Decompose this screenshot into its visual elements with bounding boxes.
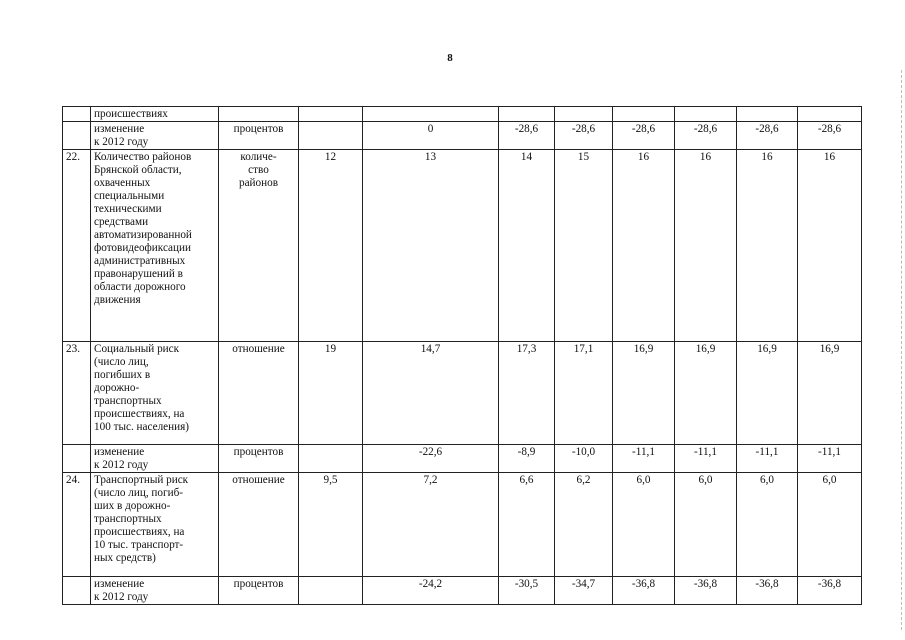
value-cell: 16,9 bbox=[613, 342, 675, 445]
value-cell bbox=[555, 107, 613, 122]
row-number bbox=[63, 107, 91, 122]
table-row bbox=[63, 473, 862, 577]
indicator-name bbox=[91, 473, 219, 577]
indicator-name bbox=[91, 150, 219, 342]
row-number bbox=[63, 577, 91, 605]
value-cell: 14,7 bbox=[363, 342, 499, 445]
indicator-name-line: Социальный риск bbox=[94, 343, 180, 355]
indicator-name-line: 10 тыс. транспорт- bbox=[94, 539, 184, 551]
indicator-name-line: к 2012 году bbox=[94, 136, 149, 148]
value-cell: 19 bbox=[299, 342, 363, 445]
indicator-name-line: погибших в bbox=[94, 369, 151, 381]
row-number bbox=[63, 122, 91, 150]
scan-edge bbox=[900, 70, 902, 630]
unit-cell bbox=[219, 473, 299, 577]
value-cell: 0 bbox=[363, 122, 499, 150]
value-cell: 6,0 bbox=[737, 473, 798, 577]
value-cell: -28,6 bbox=[798, 122, 862, 150]
indicator-name-line: к 2012 году bbox=[94, 459, 149, 471]
indicator-name-line: происшествиях, на bbox=[94, 526, 185, 538]
indicator-name bbox=[91, 122, 219, 150]
indicator-name-line: правонарушений в bbox=[94, 268, 183, 280]
indicator-name-line: движения bbox=[94, 294, 141, 306]
value-cell: -11,1 bbox=[613, 445, 675, 473]
value-cell: 7,2 bbox=[363, 473, 499, 577]
unit-cell bbox=[219, 107, 299, 122]
indicator-name-line: ших в дорожно- bbox=[94, 500, 171, 512]
value-cell: -36,8 bbox=[675, 577, 737, 605]
unit-cell bbox=[219, 150, 299, 342]
row-number: 23. bbox=[63, 342, 91, 445]
value-cell: -36,8 bbox=[737, 577, 798, 605]
indicator-name-line: техническими bbox=[94, 203, 162, 215]
value-cell: -11,1 bbox=[675, 445, 737, 473]
unit-line: количе- bbox=[240, 151, 277, 163]
value-cell: 16 bbox=[675, 150, 737, 342]
indicator-name-line: средствами bbox=[94, 216, 149, 228]
row-number: 22. bbox=[63, 150, 91, 342]
indicators-table bbox=[62, 106, 862, 605]
value-cell: 6,0 bbox=[798, 473, 862, 577]
page-number: 8 bbox=[447, 52, 453, 64]
indicator-name-line: к 2012 году bbox=[94, 591, 149, 603]
value-cell: 16,9 bbox=[798, 342, 862, 445]
indicator-name-line: 100 тыс. населения) bbox=[94, 421, 189, 433]
value-cell: -10,0 bbox=[555, 445, 613, 473]
value-cell: 6,0 bbox=[613, 473, 675, 577]
indicator-name bbox=[91, 577, 219, 605]
value-cell: 17,3 bbox=[499, 342, 555, 445]
value-cell bbox=[299, 577, 363, 605]
indicator-name-line: охваченных bbox=[94, 177, 151, 189]
value-cell: 6,0 bbox=[675, 473, 737, 577]
value-cell: -30,5 bbox=[499, 577, 555, 605]
value-cell: -36,8 bbox=[798, 577, 862, 605]
unit-line: процентов bbox=[233, 123, 284, 135]
unit-line: процентов bbox=[233, 446, 284, 458]
unit-line: ство bbox=[248, 164, 269, 176]
table-row bbox=[63, 342, 862, 445]
value-cell: 14 bbox=[499, 150, 555, 342]
value-cell: -24,2 bbox=[363, 577, 499, 605]
value-cell bbox=[299, 107, 363, 122]
indicator-name-line: транспортных bbox=[94, 395, 162, 407]
table-row bbox=[63, 107, 862, 122]
indicator-name-line: (число лиц, погиб- bbox=[94, 487, 184, 499]
row-number bbox=[63, 445, 91, 473]
unit-line: районов bbox=[238, 177, 278, 189]
value-cell bbox=[363, 107, 499, 122]
value-cell: -28,6 bbox=[555, 122, 613, 150]
table-row bbox=[63, 445, 862, 473]
value-cell: -28,6 bbox=[675, 122, 737, 150]
value-cell: -28,6 bbox=[613, 122, 675, 150]
value-cell: -36,8 bbox=[613, 577, 675, 605]
table-row bbox=[63, 122, 862, 150]
value-cell bbox=[499, 107, 555, 122]
value-cell bbox=[299, 445, 363, 473]
value-cell: 16,9 bbox=[737, 342, 798, 445]
value-cell: 6,2 bbox=[555, 473, 613, 577]
value-cell: -22,6 bbox=[363, 445, 499, 473]
value-cell bbox=[737, 107, 798, 122]
indicator-name-line: изменение bbox=[94, 578, 145, 590]
value-cell: -11,1 bbox=[798, 445, 862, 473]
indicator-name-line: Брянской области, bbox=[94, 164, 182, 176]
value-cell bbox=[613, 107, 675, 122]
value-cell: 9,5 bbox=[299, 473, 363, 577]
indicator-name bbox=[91, 342, 219, 445]
indicator-name bbox=[91, 107, 219, 122]
indicator-name-line: изменение bbox=[94, 123, 145, 135]
value-cell: 15 bbox=[555, 150, 613, 342]
indicator-name-line: фотовидеофиксации bbox=[94, 242, 191, 254]
indicator-name-line: области дорожного bbox=[94, 281, 186, 293]
value-cell: -11,1 bbox=[737, 445, 798, 473]
indicator-name-line: дорожно- bbox=[94, 382, 140, 394]
unit-cell bbox=[219, 342, 299, 445]
indicator-name-line: административных bbox=[94, 255, 186, 267]
indicator-name-line: Транспортный риск bbox=[94, 474, 189, 486]
value-cell bbox=[299, 122, 363, 150]
value-cell: -8,9 bbox=[499, 445, 555, 473]
value-cell: 12 bbox=[299, 150, 363, 342]
value-cell: 16 bbox=[613, 150, 675, 342]
value-cell: 16,9 bbox=[675, 342, 737, 445]
indicator-name-line: изменение bbox=[94, 446, 145, 458]
value-cell: 17,1 bbox=[555, 342, 613, 445]
value-cell bbox=[675, 107, 737, 122]
unit-cell bbox=[219, 445, 299, 473]
value-cell: -28,6 bbox=[737, 122, 798, 150]
indicator-name-line: транспортных bbox=[94, 513, 162, 525]
value-cell: 13 bbox=[363, 150, 499, 342]
value-cell bbox=[798, 107, 862, 122]
indicator-name-line: ных средств) bbox=[94, 552, 156, 564]
indicator-name-line: происшествиях, на bbox=[94, 408, 185, 420]
unit-cell bbox=[219, 122, 299, 150]
value-cell: 6,6 bbox=[499, 473, 555, 577]
unit-line: процентов bbox=[233, 578, 284, 590]
row-number: 24. bbox=[63, 473, 91, 577]
indicator-name-line: специальными bbox=[94, 190, 165, 202]
value-cell: 16 bbox=[798, 150, 862, 342]
value-cell: -34,7 bbox=[555, 577, 613, 605]
unit-cell bbox=[219, 577, 299, 605]
value-cell: -28,6 bbox=[499, 122, 555, 150]
unit-line: отношение bbox=[232, 343, 285, 355]
table-row bbox=[63, 150, 862, 342]
indicator-name bbox=[91, 445, 219, 473]
indicator-name-line: автоматизированной bbox=[94, 229, 192, 241]
indicator-name-line: происшествиях bbox=[94, 108, 168, 120]
value-cell: 16 bbox=[737, 150, 798, 342]
indicator-name-line: (число лиц, bbox=[94, 356, 149, 368]
indicator-name-line: Количество районов bbox=[94, 151, 192, 163]
unit-line: отношение bbox=[232, 474, 285, 486]
table-row bbox=[63, 577, 862, 605]
